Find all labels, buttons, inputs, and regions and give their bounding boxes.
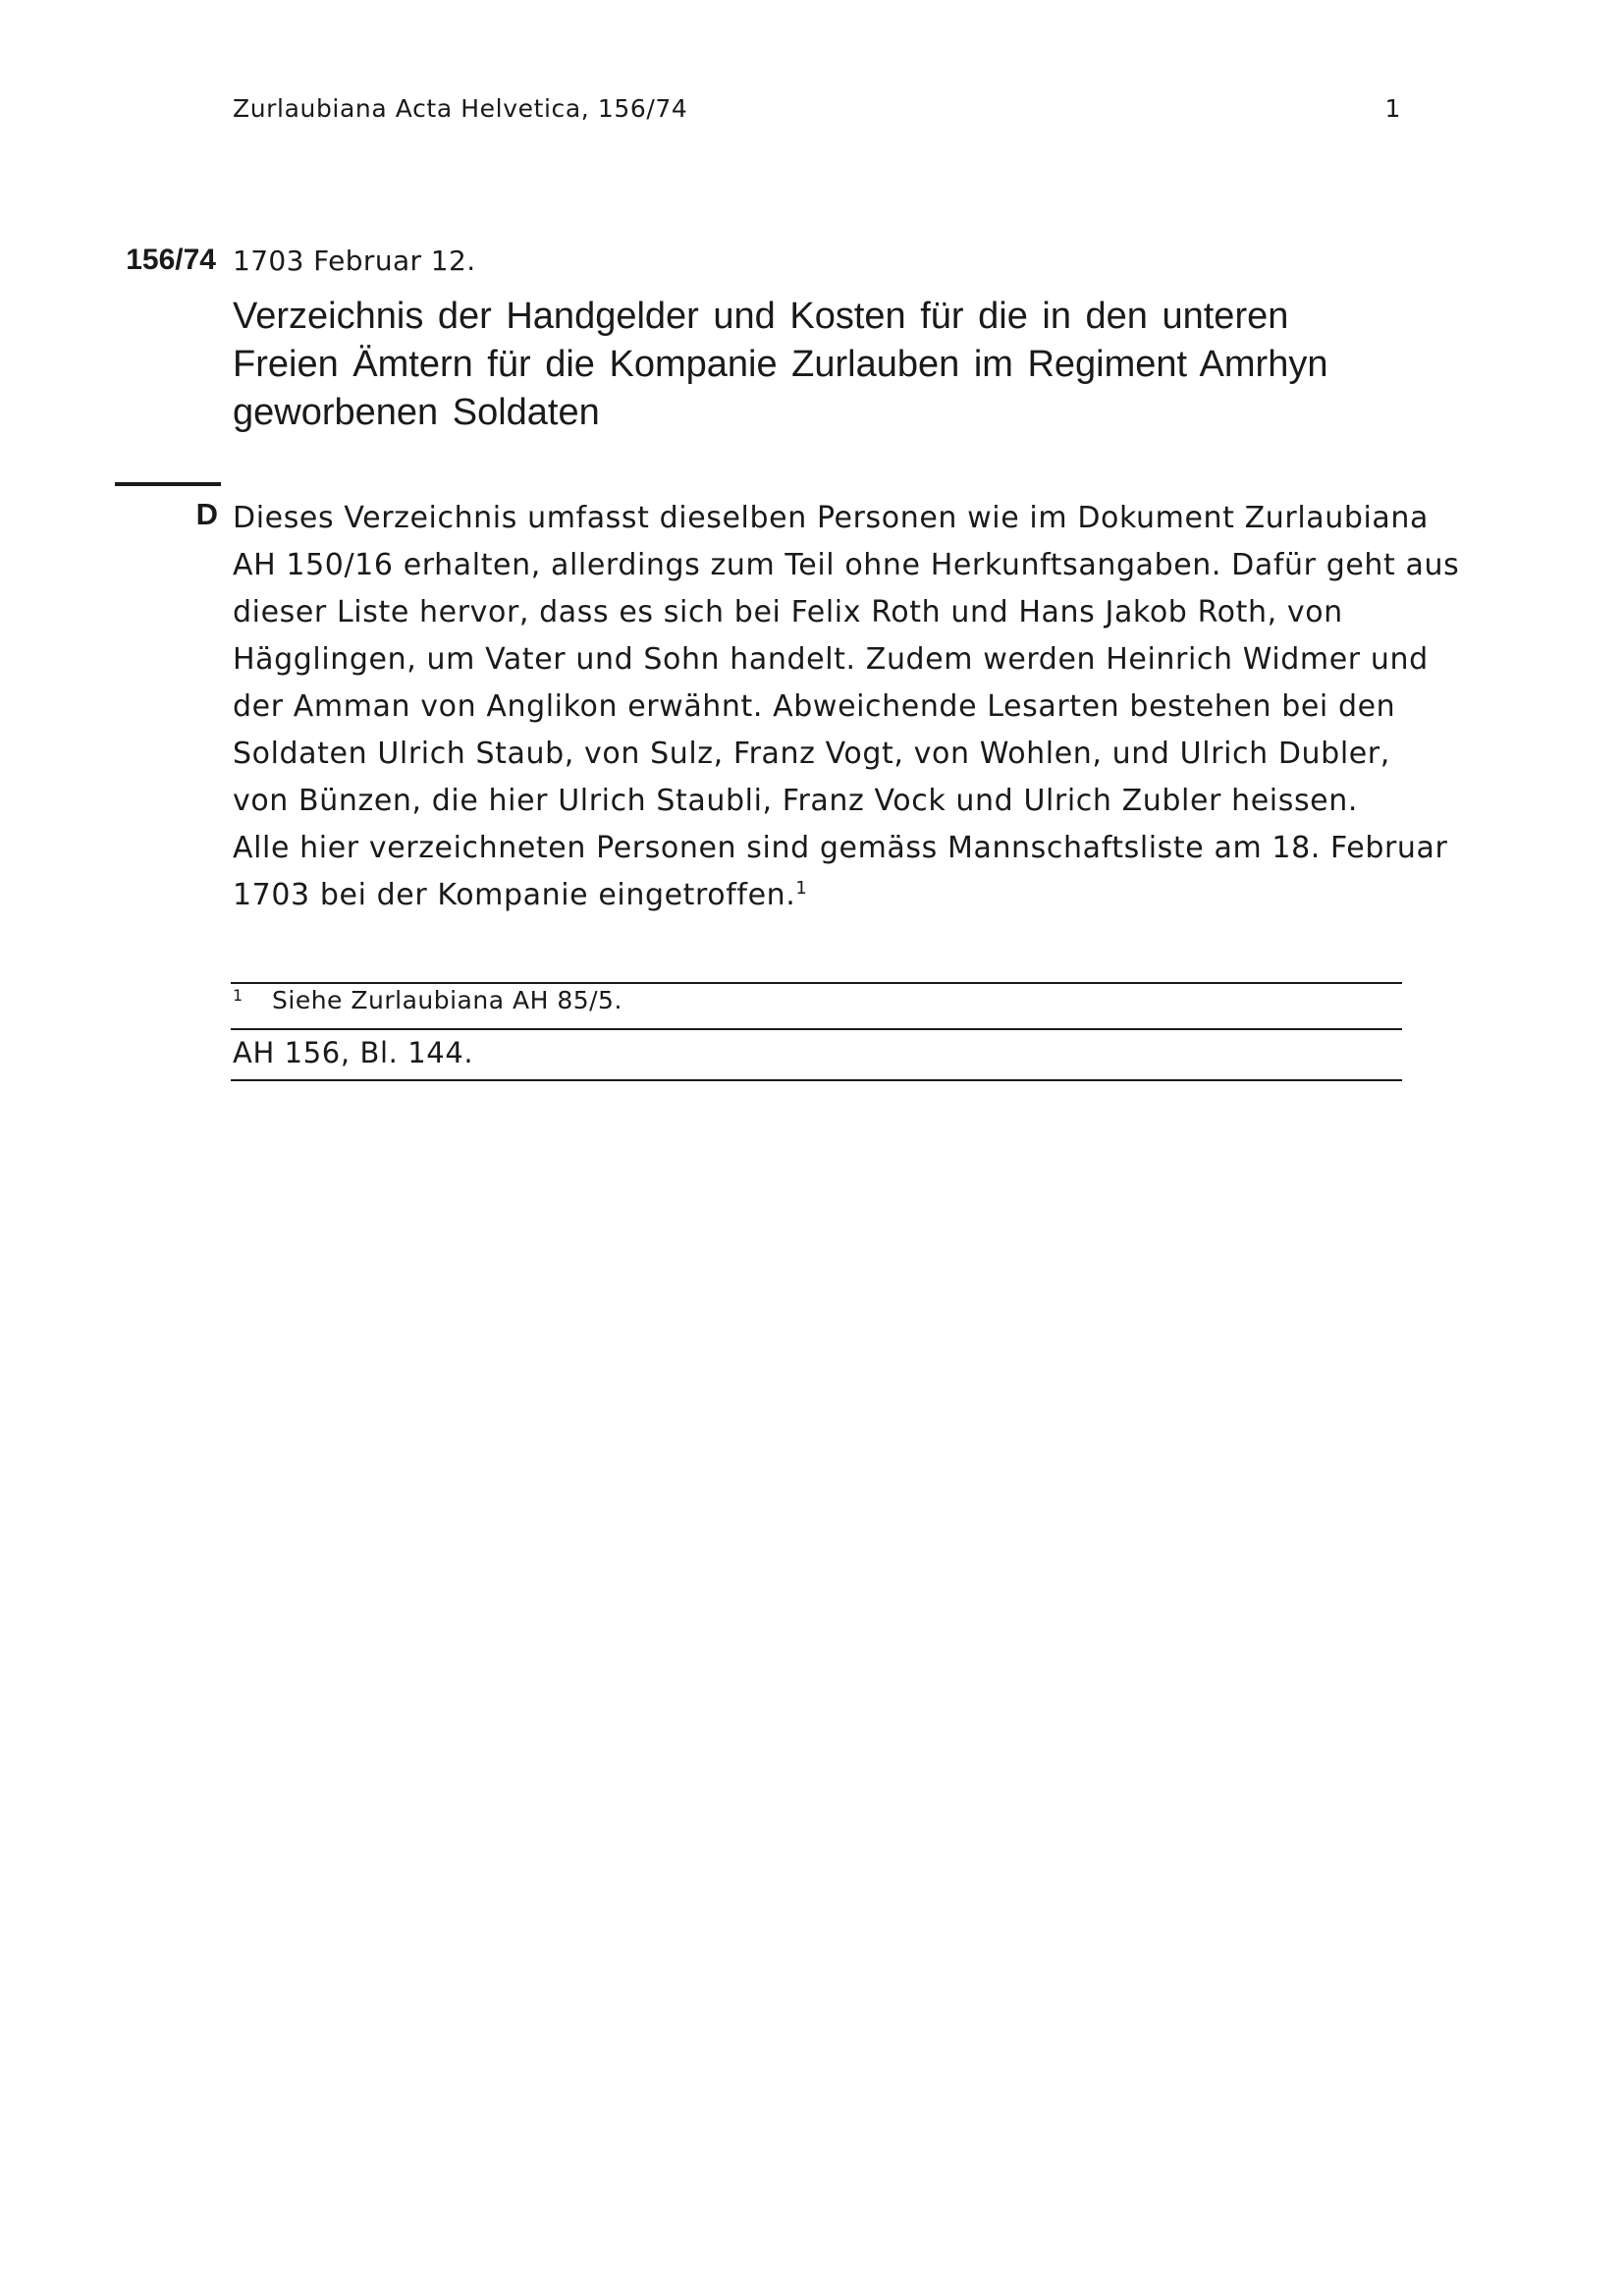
footnote-rule-top	[231, 982, 1402, 984]
footnote-rule-middle	[231, 1028, 1402, 1030]
footnote	[233, 986, 622, 1014]
document-date: 1703 Februar 12.	[233, 245, 476, 277]
document-number: 156/74	[126, 244, 216, 276]
source-reference: AH 156, Bl. 144.	[233, 1036, 474, 1069]
document-title	[233, 293, 1391, 437]
footnote-reference[interactable]: 1	[795, 878, 808, 899]
section-divider	[115, 482, 221, 486]
running-header-title: Zurlaubiana Acta Helvetica, 156/74	[233, 94, 688, 123]
description-line-last	[233, 872, 1411, 919]
section-marker: D	[195, 497, 218, 531]
document-title-line: Verzeichnis der Handgelder und Kosten für die in den unteren	[233, 296, 1289, 337]
section-description	[233, 495, 1460, 919]
footnote-mark: 1	[233, 986, 243, 1005]
description-line: Soldaten Ulrich Staub, von Sulz, Franz Vogt, von Wohlen, und Ulrich Dubler,	[233, 737, 1390, 771]
document-title-line: geworbenen Soldaten	[233, 392, 600, 433]
description-line: Alle hier verzeichneten Personen sind gemäss Mannschaftsliste am 18. Februar	[233, 831, 1448, 865]
description-line: dieser Liste hervor, dass es sich bei Felix Roth und Hans Jakob Roth, von	[233, 595, 1343, 629]
description-line: 1703 bei der Kompanie eingetroffen.	[233, 878, 796, 912]
description-line: AH 150/16 erhalten, allerdings zum Teil ohne Herkunftsangaben. Dafür geht aus	[233, 548, 1460, 582]
running-header	[233, 94, 1401, 130]
footnote-text: Siehe Zurlaubiana AH 85/5.	[272, 986, 622, 1014]
description-line: Hägglingen, um Vater und Sohn handelt. Zudem werden Heinrich Widmer und	[233, 642, 1429, 677]
footnote-rule-bottom	[231, 1079, 1402, 1081]
page-number: 1	[1384, 94, 1401, 123]
description-line: Dieses Verzeichnis umfasst dieselben Personen wie im Dokument Zurlaubiana	[233, 501, 1430, 535]
document-title-line: Freien Ämtern für die Kompanie Zurlauben im Regiment Amrhyn	[233, 344, 1328, 385]
description-line: der Amman von Anglikon erwähnt. Abweichende Lesarten bestehen bei den	[233, 689, 1396, 724]
description-line: von Bünzen, die hier Ulrich Staubli, Franz Vock und Ulrich Zubler heissen.	[233, 784, 1358, 818]
